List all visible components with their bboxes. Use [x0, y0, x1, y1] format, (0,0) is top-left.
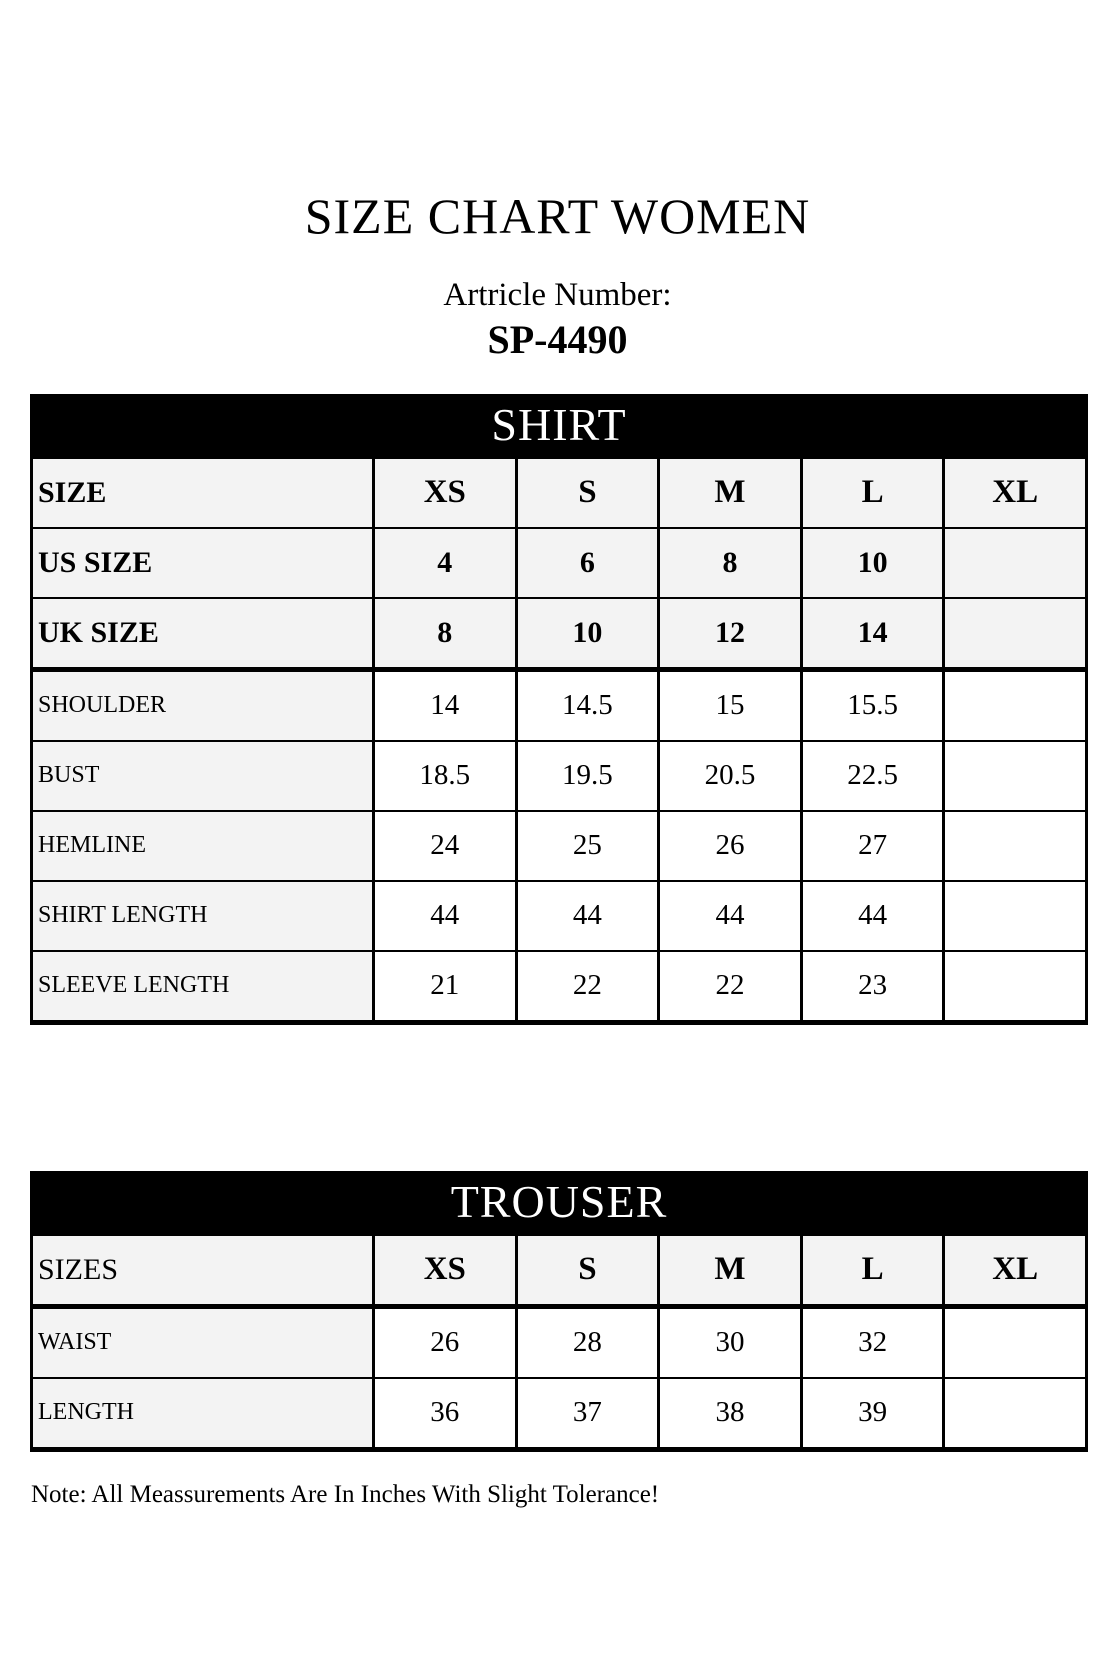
cell-value: 30	[659, 1306, 802, 1378]
cell-value: 21	[374, 951, 517, 1023]
cell-value: 8	[374, 598, 517, 670]
row-label: SIZE	[32, 457, 374, 528]
article-number-value: SP-4490	[487, 316, 628, 362]
row-label: HEMLINE	[32, 811, 374, 881]
cell-value: 36	[374, 1378, 517, 1450]
row-label: BUST	[32, 741, 374, 811]
table-row	[32, 951, 1087, 1023]
cell-value: XL	[944, 1234, 1087, 1306]
cell-value: 37	[516, 1378, 659, 1450]
cell-value: 27	[801, 811, 944, 881]
cell-value: 15.5	[801, 669, 944, 741]
cell-value: 18.5	[374, 741, 517, 811]
table-row	[32, 741, 1087, 811]
table-row	[32, 1234, 1087, 1306]
cell-value: L	[801, 457, 944, 528]
table-row	[32, 1378, 1087, 1450]
shirt-table-banner: SHIRT	[30, 394, 1088, 456]
cell-value: 24	[374, 811, 517, 881]
table-row	[32, 881, 1087, 951]
cell-value: 44	[801, 881, 944, 951]
row-label: LENGTH	[32, 1378, 374, 1450]
cell-value: 25	[516, 811, 659, 881]
cell-value: 26	[659, 811, 802, 881]
shirt-size-table	[30, 394, 1088, 1025]
cell-value: XS	[374, 1234, 517, 1306]
cell-value: M	[659, 1234, 802, 1306]
cell-value	[944, 951, 1087, 1023]
cell-value: 22.5	[801, 741, 944, 811]
trouser-table-banner: TROUSER	[30, 1171, 1088, 1233]
cell-value: 4	[374, 528, 517, 598]
row-label: SHOULDER	[32, 669, 374, 741]
cell-value	[944, 881, 1087, 951]
cell-value: 44	[659, 881, 802, 951]
page-title: SIZE CHART WOMEN	[304, 188, 811, 244]
cell-value: 12	[659, 598, 802, 670]
cell-value: 6	[516, 528, 659, 598]
cell-value: M	[659, 457, 802, 528]
cell-value: 39	[801, 1378, 944, 1450]
cell-value: 22	[659, 951, 802, 1023]
cell-value: L	[801, 1234, 944, 1306]
table-row	[32, 457, 1087, 528]
cell-value: 32	[801, 1306, 944, 1378]
cell-value	[944, 741, 1087, 811]
cell-value: 44	[374, 881, 517, 951]
cell-value: 14	[374, 669, 517, 741]
row-label: SIZES	[32, 1234, 374, 1306]
cell-value	[944, 528, 1087, 598]
row-label: WAIST	[32, 1306, 374, 1378]
cell-value: 20.5	[659, 741, 802, 811]
row-label: US SIZE	[32, 528, 374, 598]
cell-value: 28	[516, 1306, 659, 1378]
cell-value: S	[516, 1234, 659, 1306]
cell-value: 38	[659, 1378, 802, 1450]
cell-value: S	[516, 457, 659, 528]
cell-value: 44	[516, 881, 659, 951]
cell-value: 19.5	[516, 741, 659, 811]
row-label: SHIRT LENGTH	[32, 881, 374, 951]
cell-value: 14	[801, 598, 944, 670]
row-label: UK SIZE	[32, 598, 374, 670]
cell-value: XS	[374, 457, 517, 528]
note-text: Note: All Meassurements Are In Inches With Slight Tolerance!	[31, 1480, 660, 1508]
cell-value	[944, 669, 1087, 741]
cell-value	[944, 1378, 1087, 1450]
cell-value: 15	[659, 669, 802, 741]
row-label: SLEEVE LENGTH	[32, 951, 374, 1023]
cell-value: 14.5	[516, 669, 659, 741]
cell-value	[944, 811, 1087, 881]
cell-value: 10	[801, 528, 944, 598]
cell-value: 22	[516, 951, 659, 1023]
table-row	[32, 598, 1087, 670]
table-row	[32, 1306, 1087, 1378]
trouser-size-table	[30, 1171, 1088, 1452]
cell-value: 26	[374, 1306, 517, 1378]
cell-value: 23	[801, 951, 944, 1023]
cell-value: XL	[944, 457, 1087, 528]
cell-value: 8	[659, 528, 802, 598]
document-header	[30, 0, 1085, 364]
table-row	[32, 669, 1087, 741]
table-row	[32, 811, 1087, 881]
cell-value	[944, 598, 1087, 670]
cell-value	[944, 1306, 1087, 1378]
table-row	[32, 528, 1087, 598]
article-number-label: Artricle Number:	[443, 277, 672, 313]
cell-value: 10	[516, 598, 659, 670]
